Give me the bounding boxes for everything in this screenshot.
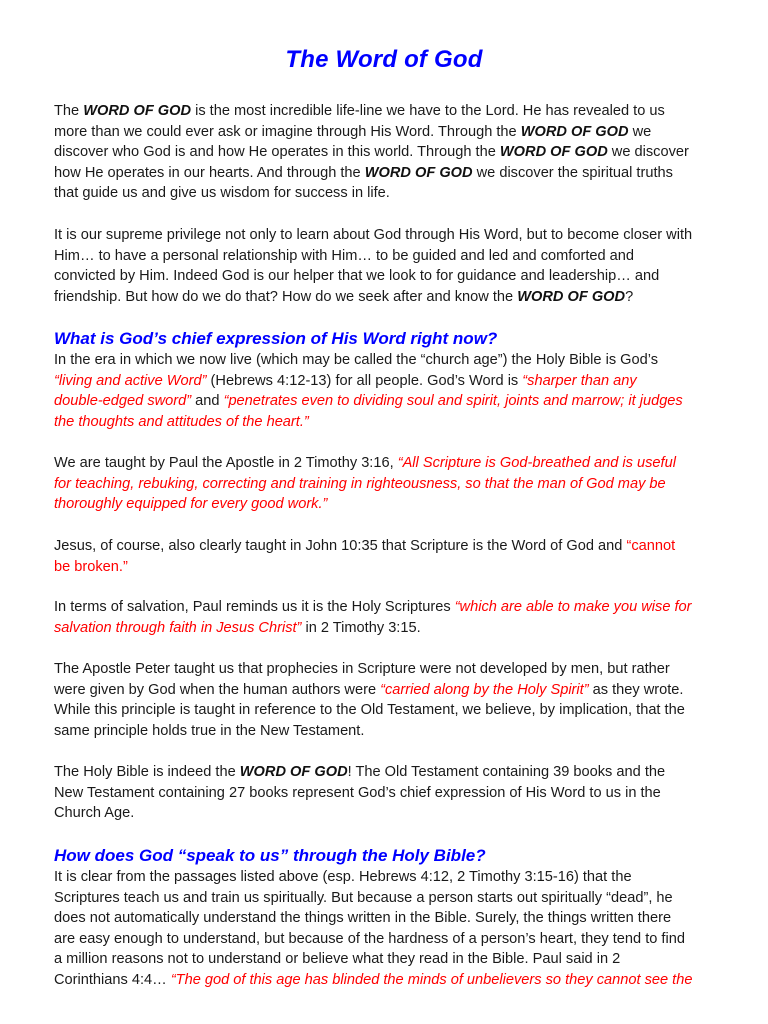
paragraph-salvation <box>54 597 724 638</box>
text-line: It is clear from the passages listed above (esp. Hebrews 4:12, 2 Timothy 3:15-16) that the <box>54 869 632 885</box>
scripture-quote: “The god of this age has blinded the minds of unbelievers so they cannot see the <box>170 971 693 988</box>
keyword-emphasis: WORD OF GOD <box>239 764 348 780</box>
scripture-quote: the thoughts and attitudes of the heart.” <box>54 413 309 430</box>
text: Corinthians 4:4… <box>54 971 171 988</box>
text: ? <box>625 288 634 305</box>
scripture-quote: “which are able to make you wise for <box>454 599 692 615</box>
scripture-quote: “living and active Word” <box>54 372 207 389</box>
text-line <box>54 474 724 495</box>
scripture-quote: “penetrates even to dividing soul and spirit, joints and marrow; it judges <box>223 393 683 410</box>
text-line <box>54 557 724 578</box>
text-line: The Apostle Peter taught us that prophecies in Scripture were not developed by men, but rather <box>54 661 670 677</box>
text-line <box>54 287 724 308</box>
text: friendship. But how do we do that? How do we seek after and know the <box>54 288 518 305</box>
scripture-quote: salvation through faith in Jesus Christ” <box>54 619 302 636</box>
text: Jesus, of course, also clearly taught in John 10:35 that Scripture is the Word of God and <box>54 538 627 554</box>
text: how He operates in our hearts. And through the <box>54 164 365 181</box>
text-line: Scriptures teach us and train us spiritually. But because a person starts out spiritually “dead”, he <box>54 889 673 906</box>
text-line <box>54 142 724 163</box>
text-line: that guide us and give us wisdom for success in life. <box>54 185 390 202</box>
text: we <box>628 123 652 140</box>
text-line <box>54 494 724 515</box>
text-line <box>54 597 724 618</box>
text-line <box>54 391 724 412</box>
text-line <box>54 101 724 122</box>
paragraph-understanding <box>54 867 724 991</box>
text: ! The Old Testament containing 39 books and the <box>347 764 666 780</box>
paragraph-holy-bible <box>54 762 724 824</box>
text-line <box>54 970 724 991</box>
keyword-emphasis: WORD OF GOD <box>364 164 473 181</box>
text-line: a million reasons not to understand or believe what they read in the Bible. Paul said in 2 <box>54 951 621 968</box>
text: we discover <box>607 144 689 161</box>
keyword-emphasis: WORD OF GOD <box>520 123 629 140</box>
text-line <box>54 680 724 701</box>
keyword-emphasis: WORD OF GOD <box>499 144 608 161</box>
paragraph-intro <box>54 101 724 204</box>
text-line: It is our supreme privilege not only to learn about God through His Word, but to become closer with <box>54 227 693 243</box>
text: more than we could ever ask or imagine through His Word. Through the <box>54 123 521 140</box>
text-line: Him… to have a personal relationship with Him… to be guided and led and comforted and <box>54 247 635 264</box>
text: as they wrote. <box>588 681 684 698</box>
text-line: same principle holds true in the New Testament. <box>54 722 365 739</box>
text-line <box>54 122 724 143</box>
keyword-emphasis: WORD OF GOD <box>517 288 626 305</box>
scripture-quote: “sharper than any <box>522 372 637 389</box>
paragraph-privilege <box>54 225 724 307</box>
scripture-quote: thoroughly equipped for every good work.” <box>54 496 328 513</box>
text-line: Church Age. <box>54 805 135 822</box>
text-line <box>54 371 724 392</box>
text-line: convicted by Him. Indeed God is our helper that we look to for guidance and leadership… and <box>54 268 660 285</box>
scripture-quote: “carried along by the Holy Spirit” <box>380 681 589 698</box>
text: (Hebrews 4:12-13) for all people. God’s Word is <box>206 372 523 389</box>
scripture-quote: be broken.” <box>54 558 128 575</box>
document-title: The Word of God <box>285 46 483 73</box>
text-line <box>54 412 724 433</box>
text: and <box>191 393 224 410</box>
scripture-quote: “cannot <box>626 538 676 554</box>
text-line: are easy enough to understand, but because of the hardness of a person’s heart, they tend to find <box>54 930 685 947</box>
scripture-quote: “All Scripture is God-breathed and is useful <box>397 455 676 471</box>
paragraph-timothy-316 <box>54 453 724 515</box>
text: discover who God is and how He operates in this world. Through the <box>54 144 500 161</box>
scripture-quote: for teaching, rebuking, correcting and training in righteousness, so that the man of God may be <box>54 475 666 492</box>
text-line <box>54 618 724 639</box>
text-line <box>54 762 724 783</box>
text: The <box>54 103 84 119</box>
text: we discover the spiritual truths <box>472 164 673 181</box>
paragraph-church-age <box>54 350 724 432</box>
text: were given by God when the human authors were <box>54 681 381 698</box>
text-line <box>54 453 724 474</box>
text: We are taught by Paul the Apostle in 2 Timothy 3:16, <box>54 455 398 471</box>
paragraph-john-1035 <box>54 536 724 577</box>
text-line <box>54 163 724 184</box>
text-line: In the era in which we now live (which may be called the “church age”) the Holy Bible is God’s <box>54 352 659 368</box>
text-line: New Testament containing 27 books represent God’s chief expression of His Word to us in the <box>54 784 661 801</box>
text-line: While this principle is taught in reference to the Old Testament, we believe, by implication, that the <box>54 702 685 719</box>
text: in 2 Timothy 3:15. <box>301 619 421 636</box>
section-heading-chief-expression: What is God’s chief expression of His Word right now? <box>54 329 498 348</box>
text-line: does not automatically understand the things written in the Bible. Surely, the things written there <box>54 910 672 927</box>
text: is the most incredible life-line we have to the Lord. He has revealed to us <box>191 103 665 119</box>
section-heading-speak-to-us: How does God “speak to us” through the Holy Bible? <box>54 846 486 865</box>
text: The Holy Bible is indeed the <box>54 764 240 780</box>
scripture-quote: double-edged sword” <box>54 393 192 410</box>
text-line <box>54 536 724 557</box>
paragraph-peter <box>54 659 724 741</box>
text: In terms of salvation, Paul reminds us it is the Holy Scriptures <box>54 599 455 615</box>
keyword-emphasis: WORD OF GOD <box>83 103 192 119</box>
